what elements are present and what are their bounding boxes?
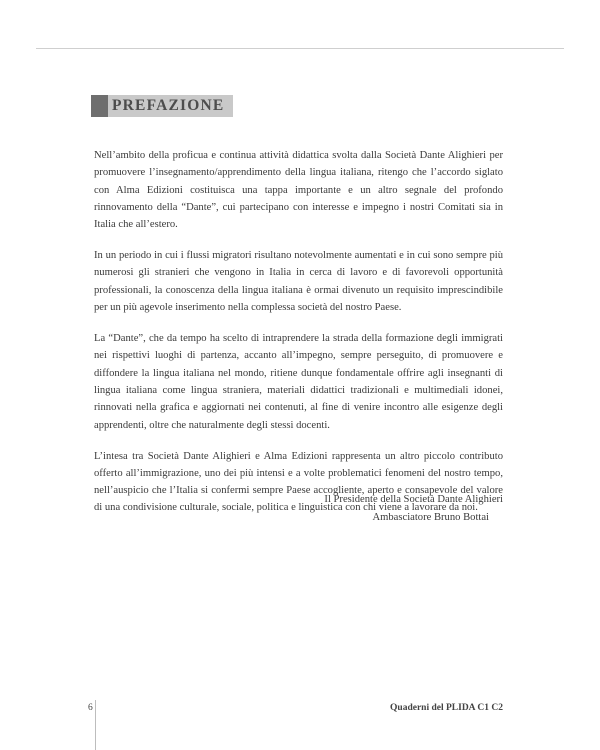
paragraph-3: La “Dante”, che da tempo ha scelto di intraprendere la strada della formazione degli immigrati nei rispettivi luoghi di partenza, accanto all’impegno, sempre perseguito, di promuovere e diffondere la lingua italiana nel mondo, ritiene dunque fondamentale offrire agli insegnanti di lingua italiana come lingua straniera, materiali didattici tradizionali e multimediali idonei, rinnovati nella grafica e aggiornati nei contenuti, al fine di venire incontro alle esigenze degli apprendenti, oltre che naturalmente degli stessi docenti. [94,333,503,431]
top-divider [36,48,564,49]
paragraph-4: L’intesa tra Società Dante Alighieri e Alma Edizioni rappresenta un altro piccolo contributo offerto all’immigrazione, uno dei più intensi e a volte problematici fenomeni del nostro tempo, nell’auspicio che l’Italia si confermi sempre Paese accogliente, aperto e consapevole del valore di una condivisione culturale, sociale, politica e linguistica con chi viene a lavorare da noi. [94,450,503,514]
signature-name: Ambasciatore Bruno Bottai [372,512,489,523]
heading-title: PREFAZIONE [108,95,233,117]
margin-rule [95,700,96,750]
signature-title: Il Presidente della Società Dante Alighieri [324,494,503,505]
page-number: 6 [88,703,93,713]
preface-body [94,147,503,530]
paragraph-2: In un periodo in cui i flussi migratori risultano notevolmente aumentati e in cui sono sempre più numerosi gli stranieri che vengono in Italia in cerca di lavoro e di favorevoli opportunità professionali, la conoscenza della lingua italiana è ormai divenuto un requisito imprescindibile per un più agevole inserimento nella complessa società del nostro Paese. [94,250,503,314]
heading-marker [91,95,108,117]
running-footer-title: Quaderni del PLIDA C1 C2 [390,703,503,713]
section-heading [91,95,233,117]
paragraph-1: Nell’ambito della proficua e continua attività didattica svolta dalla Società Dante Alighieri per promuovere l’insegnamento/apprendimento della lingua italiana, ritengo che l’accordo siglato con Alma Edizioni costituisca una tappa importante e un altro segnale del profondo rinnovamento della “Dante”, cui partecipano con interesse e impegno i nostri Comitati sia in Italia che all’estero. [94,150,503,231]
signature-block [260,491,503,527]
